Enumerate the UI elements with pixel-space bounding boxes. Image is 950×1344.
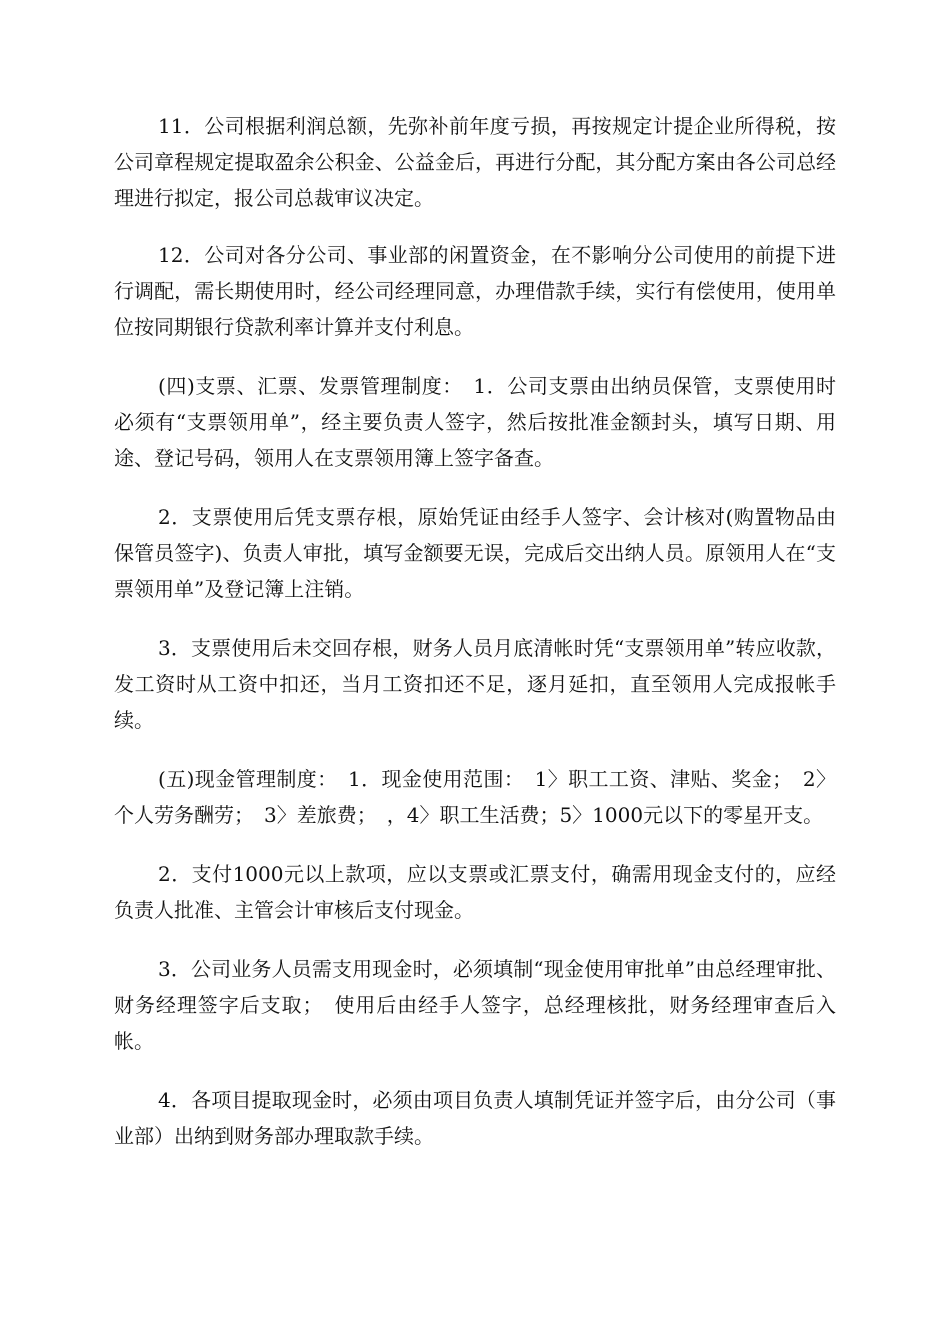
paragraph-cash-over-limit: 2．支付1000元以上款项，应以支票或汇票支付，确需用现金支付的，应经负责人批准、主管会计审核后支付现金。 [114,862,836,922]
paragraph-cheque-unreturned: 3．支票使用后未交回存根，财务人员月底清帐时凭“支票领用单”转应收款，发工资时从工资中扣还，当月工资扣还不足，逐月延扣，直至领用人完成报帐手续。 [114,636,836,732]
paragraph-cheque-management: (四)支票、汇票、发票管理制度： 1．公司支票由出纳员保管，支票使用时必须有“支票领用单”，经主要负责人签字，然后按批准金额封头，填写日期、用途、登记号码，领用人在支票领用簿上签字备查。 [114,374,836,470]
paragraph-cash-management: (五)现金管理制度： 1．现金使用范围： 1〉职工工资、津贴、奖金； 2〉个人劳务酬劳； 3〉差旅费； ，4〉职工生活费；5〉1000元以下的零星开支。 [114,767,836,827]
paragraph-idle-funds: 12．公司对各分公司、事业部的闲置资金，在不影响分公司使用的前提下进行调配，需长期使用时，经公司经理同意，办理借款手续，实行有偿使用，使用单位按同期银行贷款利率计算并支付利息。 [114,243,836,339]
paragraph-cheque-stub: 2．支票使用后凭支票存根，原始凭证由经手人签字、会计核对(购置物品由保管员签字)、负责人审批，填写金额要无误，完成后交出纳人员。原领用人在“支票领用单”及登记簿上注销。 [114,505,836,601]
paragraph-profit-distribution: 11．公司根据利润总额，先弥补前年度亏损，再按规定计提企业所得税，按公司章程规定提取盈余公积金、公益金后，再进行分配，其分配方案由各公司总经理进行拟定，报公司总裁审议决定。 [114,114,836,210]
paragraph-cash-approval: 3．公司业务人员需支用现金时，必须填制“现金使用审批单”由总经理审批、财务经理签字后支取； 使用后由经手人签字，总经理核批，财务经理审查后入帐。 [114,957,836,1053]
document-page [114,108,836,1177]
paragraph-project-cash: 4．各项目提取现金时，必须由项目负责人填制凭证并签字后，由分公司（事业部）出纳到财务部办理取款手续。 [114,1088,836,1148]
